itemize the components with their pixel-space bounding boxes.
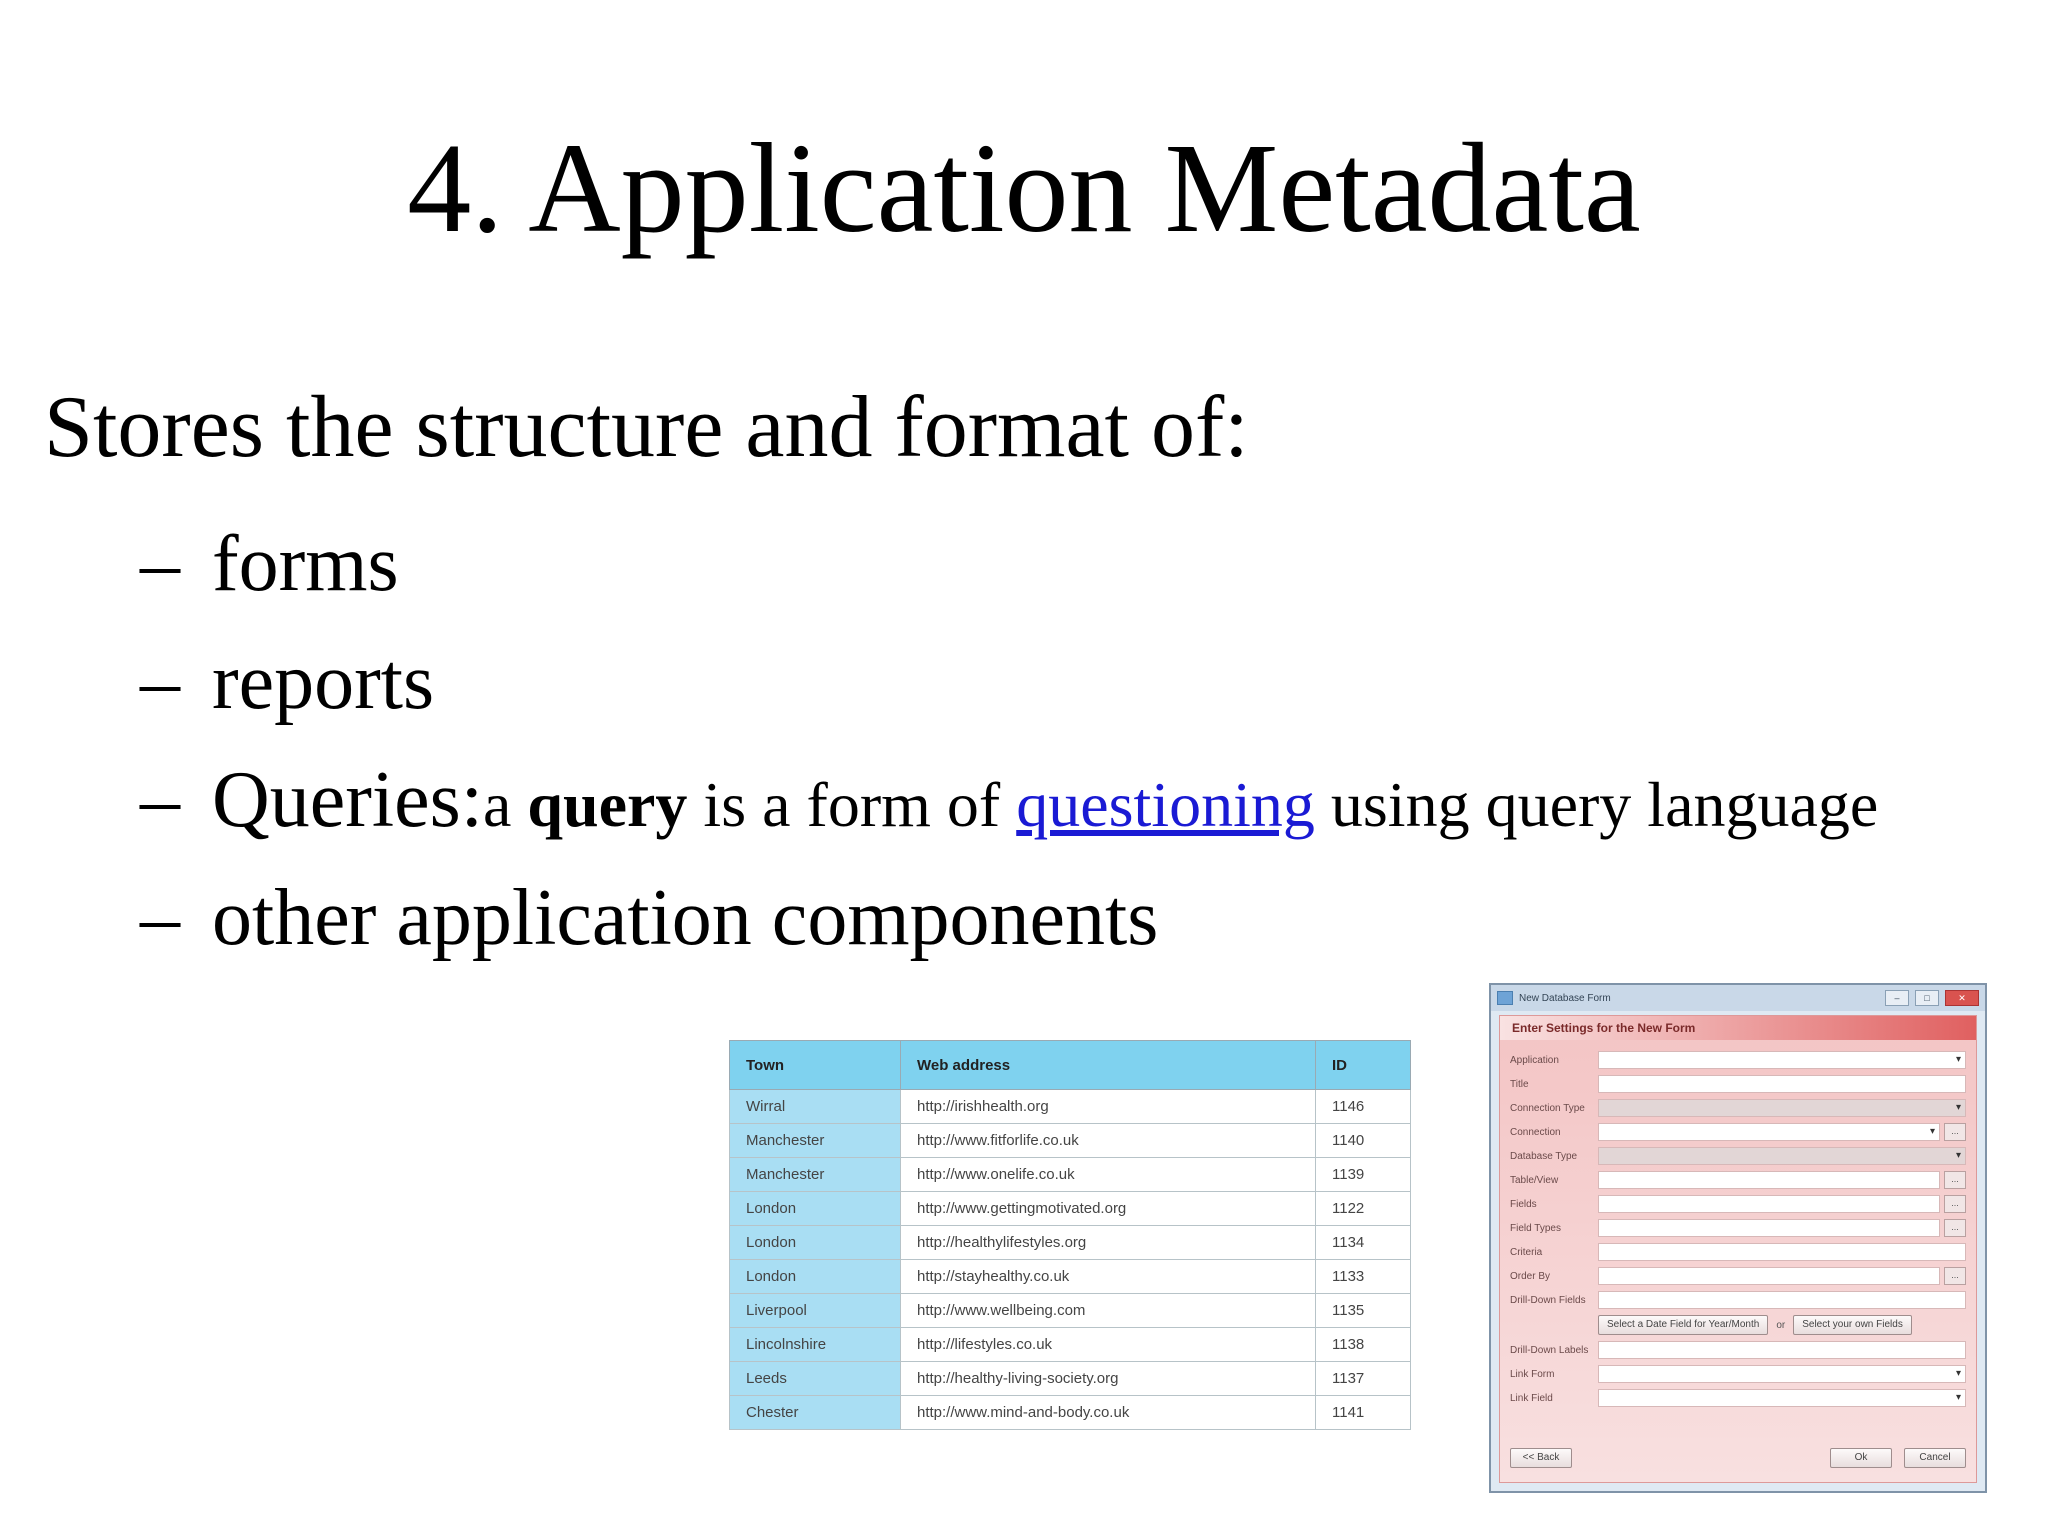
label-connection-type: Connection Type (1510, 1102, 1585, 1114)
order-by-browse-button[interactable]: ... (1944, 1267, 1966, 1285)
dialog-form-rows (1510, 1048, 1966, 1410)
label-connection: Connection (1510, 1126, 1561, 1138)
queries-text-mid: is a form of (687, 769, 1017, 840)
ok-button[interactable]: Ok (1830, 1448, 1892, 1468)
table-row (730, 1362, 1411, 1396)
table-row (730, 1192, 1411, 1226)
row-connection-type (1510, 1096, 1966, 1120)
cell-town: London (730, 1260, 901, 1294)
header-town: Town (730, 1041, 901, 1090)
order-by-input[interactable] (1598, 1267, 1940, 1285)
label-database-type: Database Type (1510, 1150, 1578, 1162)
cell-id: 1135 (1316, 1294, 1411, 1328)
intro-text: Stores the structure and format of: (44, 379, 1249, 476)
queries-text-a: a (483, 769, 528, 840)
queries-label: Queries: (212, 756, 484, 844)
header-id: ID (1316, 1041, 1411, 1090)
cell-web-address: http://irishhealth.org (901, 1090, 1316, 1124)
bullet-other-text: other application components (212, 874, 1159, 962)
cell-town: Wirral (730, 1090, 901, 1124)
label-title: Title (1510, 1078, 1529, 1090)
cell-town: Liverpool (730, 1294, 901, 1328)
header-web-address: Web address (901, 1041, 1316, 1090)
table-row (730, 1124, 1411, 1158)
application-select[interactable] (1598, 1051, 1966, 1069)
link-form-select[interactable] (1598, 1365, 1966, 1383)
cell-id: 1138 (1316, 1328, 1411, 1362)
table-row (730, 1090, 1411, 1124)
label-field-types: Field Types (1510, 1222, 1561, 1234)
row-database-type (1510, 1144, 1966, 1168)
label-drill-down-labels: Drill-Down Labels (1510, 1344, 1589, 1356)
criteria-input[interactable] (1598, 1243, 1966, 1261)
fields-input[interactable] (1598, 1195, 1940, 1213)
queries-bold: query (527, 769, 688, 840)
select-own-fields-button[interactable]: Select your own Fields (1793, 1315, 1912, 1335)
cell-town: Chester (730, 1396, 901, 1430)
field-types-browse-button[interactable]: ... (1944, 1219, 1966, 1237)
cell-id: 1134 (1316, 1226, 1411, 1260)
row-application (1510, 1048, 1966, 1072)
drill-down-labels-input[interactable] (1598, 1341, 1966, 1359)
row-order-by (1510, 1264, 1966, 1288)
cell-town: Manchester (730, 1124, 901, 1158)
close-icon[interactable]: ✕ (1945, 990, 1979, 1006)
bullet-reports-text: reports (212, 638, 435, 726)
slide-title: 4. Application Metadata (407, 117, 1641, 259)
or-text: or (1776, 1319, 1786, 1331)
table-row (730, 1158, 1411, 1192)
maximize-icon[interactable]: □ (1915, 990, 1939, 1006)
cell-town: Leeds (730, 1362, 901, 1396)
table-row (730, 1396, 1411, 1430)
fields-browse-button[interactable]: ... (1944, 1195, 1966, 1213)
table-row (730, 1328, 1411, 1362)
table-row (730, 1260, 1411, 1294)
table-row (730, 1294, 1411, 1328)
table-row (730, 1226, 1411, 1260)
row-fields (1510, 1192, 1966, 1216)
label-drill-down-fields: Drill-Down Fields (1510, 1294, 1586, 1306)
cell-id: 1140 (1316, 1124, 1411, 1158)
link-field-select[interactable] (1598, 1389, 1966, 1407)
bullet-queries: – Queries:a query is a form of questioning using query language (140, 756, 1879, 844)
field-types-input[interactable] (1598, 1219, 1940, 1237)
table-view-browse-button[interactable]: ... (1944, 1171, 1966, 1189)
cell-web-address: http://www.wellbeing.com (901, 1294, 1316, 1328)
minimize-icon[interactable]: – (1885, 990, 1909, 1006)
table-body (730, 1090, 1411, 1430)
cell-web-address: http://www.mind-and-body.co.uk (901, 1396, 1316, 1430)
town-table (729, 1040, 1411, 1430)
cell-id: 1141 (1316, 1396, 1411, 1430)
row-link-field (1510, 1386, 1966, 1410)
bullet-other: – other application components (140, 874, 1159, 962)
cell-town: Lincolnshire (730, 1328, 901, 1362)
bullet-forms-text: forms (212, 520, 399, 608)
cell-id: 1137 (1316, 1362, 1411, 1396)
row-link-form (1510, 1362, 1966, 1386)
drill-down-fields-input[interactable] (1598, 1291, 1966, 1309)
table-header-row (730, 1041, 1411, 1090)
cell-id: 1133 (1316, 1260, 1411, 1294)
queries-text-end: using query language (1314, 769, 1879, 840)
cell-web-address: http://stayhealthy.co.uk (901, 1260, 1316, 1294)
label-link-form: Link Form (1510, 1368, 1555, 1380)
row-connection (1510, 1120, 1966, 1144)
cell-town: London (730, 1226, 901, 1260)
cell-town: London (730, 1192, 901, 1226)
title-input[interactable] (1598, 1075, 1966, 1093)
label-order-by: Order By (1510, 1270, 1551, 1282)
cell-id: 1139 (1316, 1158, 1411, 1192)
cell-web-address: http://www.onelife.co.uk (901, 1158, 1316, 1192)
window-app-icon (1497, 991, 1513, 1005)
connection-type-select[interactable] (1598, 1099, 1966, 1117)
cell-id: 1122 (1316, 1192, 1411, 1226)
select-date-field-button[interactable]: Select a Date Field for Year/Month (1598, 1315, 1768, 1335)
connection-select[interactable] (1598, 1123, 1940, 1141)
cell-town: Manchester (730, 1158, 901, 1192)
cell-web-address: http://www.gettingmotivated.org (901, 1192, 1316, 1226)
row-table-view (1510, 1168, 1966, 1192)
row-drill-down-labels (1510, 1338, 1966, 1362)
bullet-forms: – forms (140, 520, 399, 608)
dialog-titlebar (1491, 985, 1985, 1011)
back-button[interactable]: << Back (1510, 1448, 1572, 1468)
label-link-field: Link Field (1510, 1392, 1553, 1404)
bullet-list (140, 505, 1878, 977)
connection-browse-button[interactable]: ... (1944, 1123, 1966, 1141)
row-title (1510, 1072, 1966, 1096)
dialog-footer (1510, 1446, 1966, 1470)
dialog-header: Enter Settings for the New Form (1500, 1016, 1976, 1040)
cancel-button[interactable]: Cancel (1904, 1448, 1966, 1468)
cell-web-address: http://www.fitforlife.co.uk (901, 1124, 1316, 1158)
cell-web-address: http://healthylifestyles.org (901, 1226, 1316, 1260)
label-table-view: Table/View (1510, 1174, 1559, 1186)
label-fields: Fields (1510, 1198, 1537, 1210)
database-type-select[interactable] (1598, 1147, 1966, 1165)
bullet-reports: – reports (140, 638, 435, 726)
row-criteria (1510, 1240, 1966, 1264)
new-database-form-dialog (1489, 983, 1987, 1493)
cell-web-address: http://lifestyles.co.uk (901, 1328, 1316, 1362)
dialog-window-title: New Database Form (1519, 992, 1611, 1004)
row-drill-down-fields (1510, 1288, 1966, 1312)
label-criteria: Criteria (1510, 1246, 1543, 1258)
cell-id: 1146 (1316, 1090, 1411, 1124)
questioning-link[interactable]: questioning (1016, 769, 1315, 840)
table-view-input[interactable] (1598, 1171, 1940, 1189)
cell-web-address: http://healthy-living-society.org (901, 1362, 1316, 1396)
row-field-types (1510, 1216, 1966, 1240)
label-application: Application (1510, 1054, 1559, 1066)
drill-down-button-row (1510, 1312, 1966, 1338)
dialog-body (1499, 1015, 1977, 1483)
